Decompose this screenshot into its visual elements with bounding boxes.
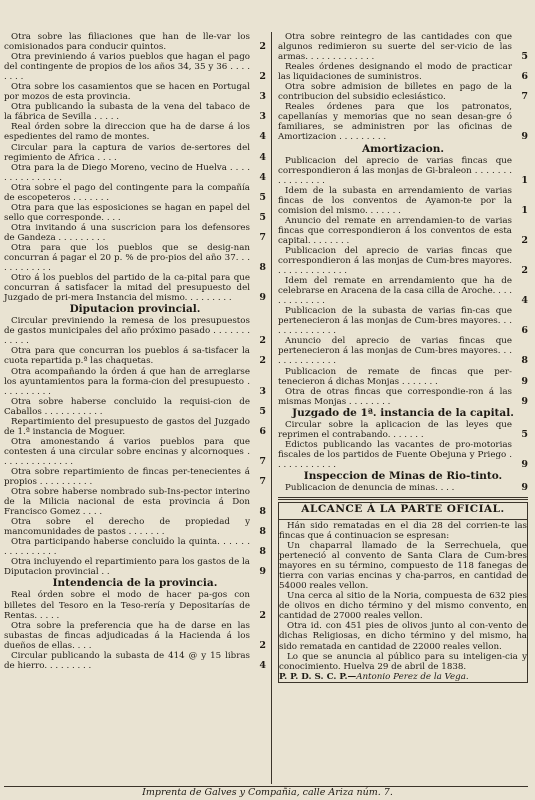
index-entry xyxy=(278,276,528,306)
entry-text: Otra acompañando la órden á que han de arreglarse los ayuntamientos para la forma-cion del presupuesto . . . . . . . . . . xyxy=(4,366,250,397)
index-entry xyxy=(4,183,266,203)
entry-text: Reales órdenes para que los patronatos, capellanías y memorias que no sean desan-gre ó familiares, se administren por las oficinas de Amortizacion . . . . . . . . . xyxy=(278,102,512,143)
entry-text: Otra sobre admision de billetes en pago de la contribucion del subsidio eclesiástico. xyxy=(278,82,512,103)
entry-page-number: 2 xyxy=(259,71,266,83)
entry-page-number: 9 xyxy=(521,395,528,407)
index-entry xyxy=(278,387,528,407)
entry-page-number: 5 xyxy=(521,51,528,63)
entry-text: Otra para la de Diego Moreno, vecino de Huelva . . . . . . . . . . . . . . . xyxy=(4,162,250,183)
entry-text: Otra de otras fincas que correspondie-ron á las mismas Monjas . . . . . . . . xyxy=(278,386,512,407)
entry-text: Publicacion del aprecio de varias fincas que correspondieron á las monjas de Cum-bres mayores. . . . . . . . . . . . . . xyxy=(278,245,512,277)
entry-page-number: 5 xyxy=(521,428,528,440)
entry-page-number: 4 xyxy=(259,659,266,671)
entry-text: Otra incluyendo el repartimiento para los gastos de la Diputacion provincial . . xyxy=(4,557,250,578)
entry-page-number: 2 xyxy=(259,639,266,651)
entry-text: Otra sobre el derecho de propiedad y mancomunidades de pastos . . . . . . . xyxy=(4,517,250,538)
index-entry xyxy=(278,246,528,276)
index-entry xyxy=(4,590,266,620)
entry-text: Otra sobre haberse concluido la requisi-cion de Caballos . . . . . . . . . . . xyxy=(4,396,250,417)
section-heading: Inspeccion de Minas de Rio-tinto. xyxy=(303,469,503,482)
alcance-paragraph: Otra id. con 451 pies de olivos junto al con-vento de dichas Religiosas, en dicho término y del mismo, ha sido rematada en cantidad de 22000 reales vellon. xyxy=(279,621,527,652)
entry-text: Otra sobre repartimiento de fincas per-tenecientes á propios . . . . . . . . . . xyxy=(4,466,250,488)
section-heading: Diputacion provincial. xyxy=(69,303,201,316)
index-entry xyxy=(4,346,266,366)
section-heading: Juzgado de 1ª. instancia de la capital. xyxy=(292,406,514,419)
index-entry xyxy=(278,336,528,366)
entry-page-number: 2 xyxy=(259,355,266,367)
index-column-left xyxy=(4,32,266,671)
entry-page-number: 8 xyxy=(259,526,266,538)
alcance-section xyxy=(278,502,528,683)
entry-text: Otra sobre el pago del contingente para la compañía de escopeteros . . . . . . . xyxy=(4,182,250,203)
entry-text: Real órden sobre la direccion que ha de darse á los espedientes del ramo de montes. xyxy=(4,122,250,143)
index-entry xyxy=(4,102,266,122)
entry-text: Otra sobre la preferencia que ha de darse en las subastas de fincas adjudicadas á la Hacienda á los dueños de ellas. . . . xyxy=(4,620,250,651)
alcance-paragraph: Lo que se anuncia al público para su inteligen-cia y conocimiento. Huelva 29 de abril de 1838. xyxy=(279,651,527,672)
index-entry xyxy=(278,82,528,102)
entry-text: Publicacion de remate de fincas que per-tenecieron á dichas Monjas . . . . . . . xyxy=(278,366,512,387)
imprint-line: Imprenta de Galves y Compañia, calle Ariza núm. 7. xyxy=(142,787,393,798)
alcance-title: ALCANCE Á LA PARTE OFICIAL. xyxy=(301,502,505,515)
entry-page-number: 2 xyxy=(259,335,266,347)
alcance-paragraph: Una cerca al sitio de la Noria, compuesta de 632 pies de olivos en dicho término y del mismo convento, en cantidad de 27000 reales vellon. xyxy=(279,591,527,622)
right-entries xyxy=(278,32,528,493)
entry-page-number: 2 xyxy=(521,234,528,246)
entry-page-number: 2 xyxy=(259,609,266,621)
section-rule xyxy=(278,497,528,500)
index-entry xyxy=(4,163,266,183)
entry-text: Otra para que las esposiciones se hagan en papel del sello que corresponde. . . . xyxy=(4,202,250,223)
entry-page-number: 6 xyxy=(521,71,528,83)
index-entry xyxy=(4,273,266,303)
entry-page-number: 7 xyxy=(521,91,528,103)
entry-text: Publicacion de la subasta de varias fin-cas que pertenecieron á las monjas de Cum-bres mayores. . . . . . . . . . . . . . xyxy=(278,306,512,337)
entry-text: Circular previniendo la remesa de los presupuestos de gastos municipales del año próximo pasado . . . . . . . . . . . . xyxy=(4,316,250,347)
index-entry xyxy=(4,621,266,651)
entry-page-number: 1 xyxy=(521,204,528,216)
index-entry xyxy=(4,537,266,557)
index-entry xyxy=(278,420,528,440)
entry-page-number: 3 xyxy=(259,91,266,103)
entry-text: Circular publicando la subasta de 414 @ y 15 libras de hierro. . . . . . . . . xyxy=(4,650,250,671)
entry-page-number: 3 xyxy=(259,385,266,397)
index-column-right xyxy=(278,32,528,683)
alcance-signature xyxy=(279,672,527,682)
index-entry xyxy=(4,557,266,577)
section-heading: Amortizacion. xyxy=(361,142,445,155)
entry-page-number: 3 xyxy=(259,111,266,123)
entry-text: Otra previniendo á varios pueblos que hagan el pago del contingente de propios de los años 34, 35 y 36 . . . . . . . . xyxy=(4,52,250,83)
index-entry xyxy=(4,223,266,243)
entry-page-number: 5 xyxy=(259,191,266,203)
entry-text: Otra invitando á una suscricion para los defensores de Gandeza . . . . . . . . . xyxy=(4,222,250,243)
entry-page-number: 2 xyxy=(521,265,528,277)
entry-page-number: 6 xyxy=(521,325,528,337)
entry-page-number: 8 xyxy=(521,355,528,367)
entry-page-number: 6 xyxy=(259,425,266,437)
alcance-paragraph: Hán sido rematadas en el dia 28 del corrien-te las fincas que á continuacion se espresan: xyxy=(279,520,527,542)
entry-page-number: 9 xyxy=(521,458,528,470)
index-entry xyxy=(4,651,266,671)
index-entry xyxy=(4,467,266,487)
index-entry xyxy=(278,440,528,470)
entry-text: Repartimiento del presupuesto de gastos del Juzgado de 1.ª instancia de Moguer. xyxy=(4,416,250,437)
index-entry xyxy=(4,122,266,142)
index-entry xyxy=(278,367,528,387)
index-entry xyxy=(278,32,528,62)
index-entry xyxy=(278,102,528,142)
index-entry xyxy=(4,203,266,223)
entry-text: Otra sobre los casamientos que se hacen en Portugal por mozos de esta provincia. xyxy=(4,82,250,103)
entry-page-number: 9 xyxy=(521,481,528,493)
entry-page-number: 5 xyxy=(259,211,266,223)
alcance-title-rule xyxy=(279,519,527,520)
entry-page-number: 8 xyxy=(259,506,266,518)
column-divider xyxy=(271,32,272,784)
index-entry xyxy=(4,487,266,517)
index-entry xyxy=(4,316,266,346)
entry-text: Otra participando haberse concluido la quinta. . . . . . . . . . . . . . . . xyxy=(4,537,250,558)
entry-page-number: 1 xyxy=(521,174,528,186)
index-entry xyxy=(278,216,528,246)
index-entry xyxy=(4,437,266,467)
entry-text: Real órden sobre el modo de hacer pa-gos con billetes del Tesoro en la Teso-rería y Depositarías de Rentas. . . . . xyxy=(4,590,250,621)
index-entry xyxy=(4,517,266,537)
index-entry xyxy=(278,306,528,336)
index-entry xyxy=(4,82,266,102)
entry-page-number: 4 xyxy=(259,131,266,143)
entry-page-number: 4 xyxy=(259,151,266,163)
entry-text: Otra sobre haberse nombrado sub-Ins-pector interino de la Milicia nacional de esta provincia á Don Francisco Gomez . . . . xyxy=(4,487,250,518)
entry-text: Circular para la captura de varios de-sertores del regimiento de Africa . . . . xyxy=(4,142,250,163)
signature-name: Antonio Perez de la Vega. xyxy=(356,671,469,682)
entry-text: Publicacion de denuncia de minas. . . . xyxy=(285,482,455,493)
entry-page-number: 8 xyxy=(259,546,266,558)
entry-text: Edictos publicando las vacantes de pro-motorias fiscales de los partidos de Fuente Obejuna y Priego . . . . . . . . . . . . xyxy=(278,439,512,470)
index-entry xyxy=(278,156,528,186)
signature-prefix: P. P. D. S. C. P.— xyxy=(279,671,357,682)
entry-text: Otra para que concurran los pueblos á sa-tisfacer la cuota repartida p.ª las chaquetas. xyxy=(4,346,250,367)
entry-text: Otra amonestando á varios pueblos para que contesten á una circular sobre encinas y alcornoques . . . . . . . . . . . . . . xyxy=(4,436,250,467)
entry-text: Idem del remate en arrendamiento que ha de celebrarse en Aracena de la casa cilla de Aroche. . . . . . . . . . . . . xyxy=(278,276,512,307)
entry-text: Otro á los pueblos del partido de la ca-pital para que concurran á satisfacer la mitad del presupuesto del Juzgado de pri-mera Instancia del mismo. . . . . . . . . xyxy=(4,273,250,304)
entry-page-number: 7 xyxy=(259,231,266,243)
entry-page-number: 4 xyxy=(259,171,266,183)
index-entry xyxy=(278,483,528,493)
entry-text: Otra para que los pueblos que se desig-nan concurran á pagar el 20 p. % de pro-pios del año 37. . . . . . . . . . . . xyxy=(4,242,250,274)
index-entry xyxy=(4,243,266,273)
entry-page-number: 5 xyxy=(259,405,266,417)
index-entry xyxy=(4,367,266,397)
index-entry xyxy=(278,186,528,216)
index-entry xyxy=(278,62,528,82)
entry-page-number: 7 xyxy=(259,476,266,488)
entry-page-number: 4 xyxy=(521,295,528,307)
index-entry xyxy=(4,52,266,82)
entry-text: Idem de la subasta en arrendamiento de varias fincas de los conventos de Ayamon-te por la comision del mismo. . . . . . . xyxy=(278,185,512,216)
entry-text: Anuncio del aprecio de varias fincas que pertenecieron á las monjas de Cum-bres mayores. . . . . . . . . . . . . . xyxy=(278,336,512,367)
index-entry xyxy=(4,417,266,437)
entry-page-number: 9 xyxy=(521,131,528,143)
index-entry xyxy=(4,32,266,52)
entry-text: Otra publicando la subasta de la vena del tabaco de la fábrica de Sevilla . . . . . xyxy=(4,102,250,123)
entry-text: Anuncio del remate en arrendamien-to de varias fincas que correspondieron á los conventos de esta capital. . . . . . . . xyxy=(278,215,512,246)
entry-text: Publicacion del aprecio de varias fincas que correspondieron á las monjas de Gi-braleon . . . . . . . . . . . . . . . . xyxy=(278,155,512,186)
entry-page-number: 2 xyxy=(259,41,266,53)
index-entry xyxy=(4,143,266,163)
entry-page-number: 7 xyxy=(259,455,266,467)
entry-text: Circular sobre la aplicacion de las leyes que reprimen el contrabando. . . . . . . xyxy=(278,419,512,440)
entry-text: Otra sobre las filiaciones que han de lle-var los comisionados para conducir quintos. xyxy=(4,32,250,53)
alcance-paragraph: Un chaparral llamado de la Serrechuela, que perteneció al convento de Santa Clara de Cum-bres mayores en su término, compuesto de 118 fanegas de tierra con varias encinas y cha-parros, en cantidad de 54000 reales vellon. xyxy=(279,541,527,592)
section-heading: Intendencia de la provincia. xyxy=(52,577,218,590)
entry-page-number: 8 xyxy=(259,262,266,274)
entry-page-number: 9 xyxy=(521,375,528,387)
entry-page-number: 9 xyxy=(259,292,266,304)
entry-page-number: 9 xyxy=(259,566,266,578)
entry-text: Otra sobre reintegro de las cantidades con que algunos redimieron su suerte del ser-vicio de las armas. . . . . . . . . . . . . xyxy=(278,32,512,63)
index-entry xyxy=(4,397,266,417)
entry-text: Reales órdenes designando el modo de practicar las liquidaciones de suministros. xyxy=(278,62,512,83)
